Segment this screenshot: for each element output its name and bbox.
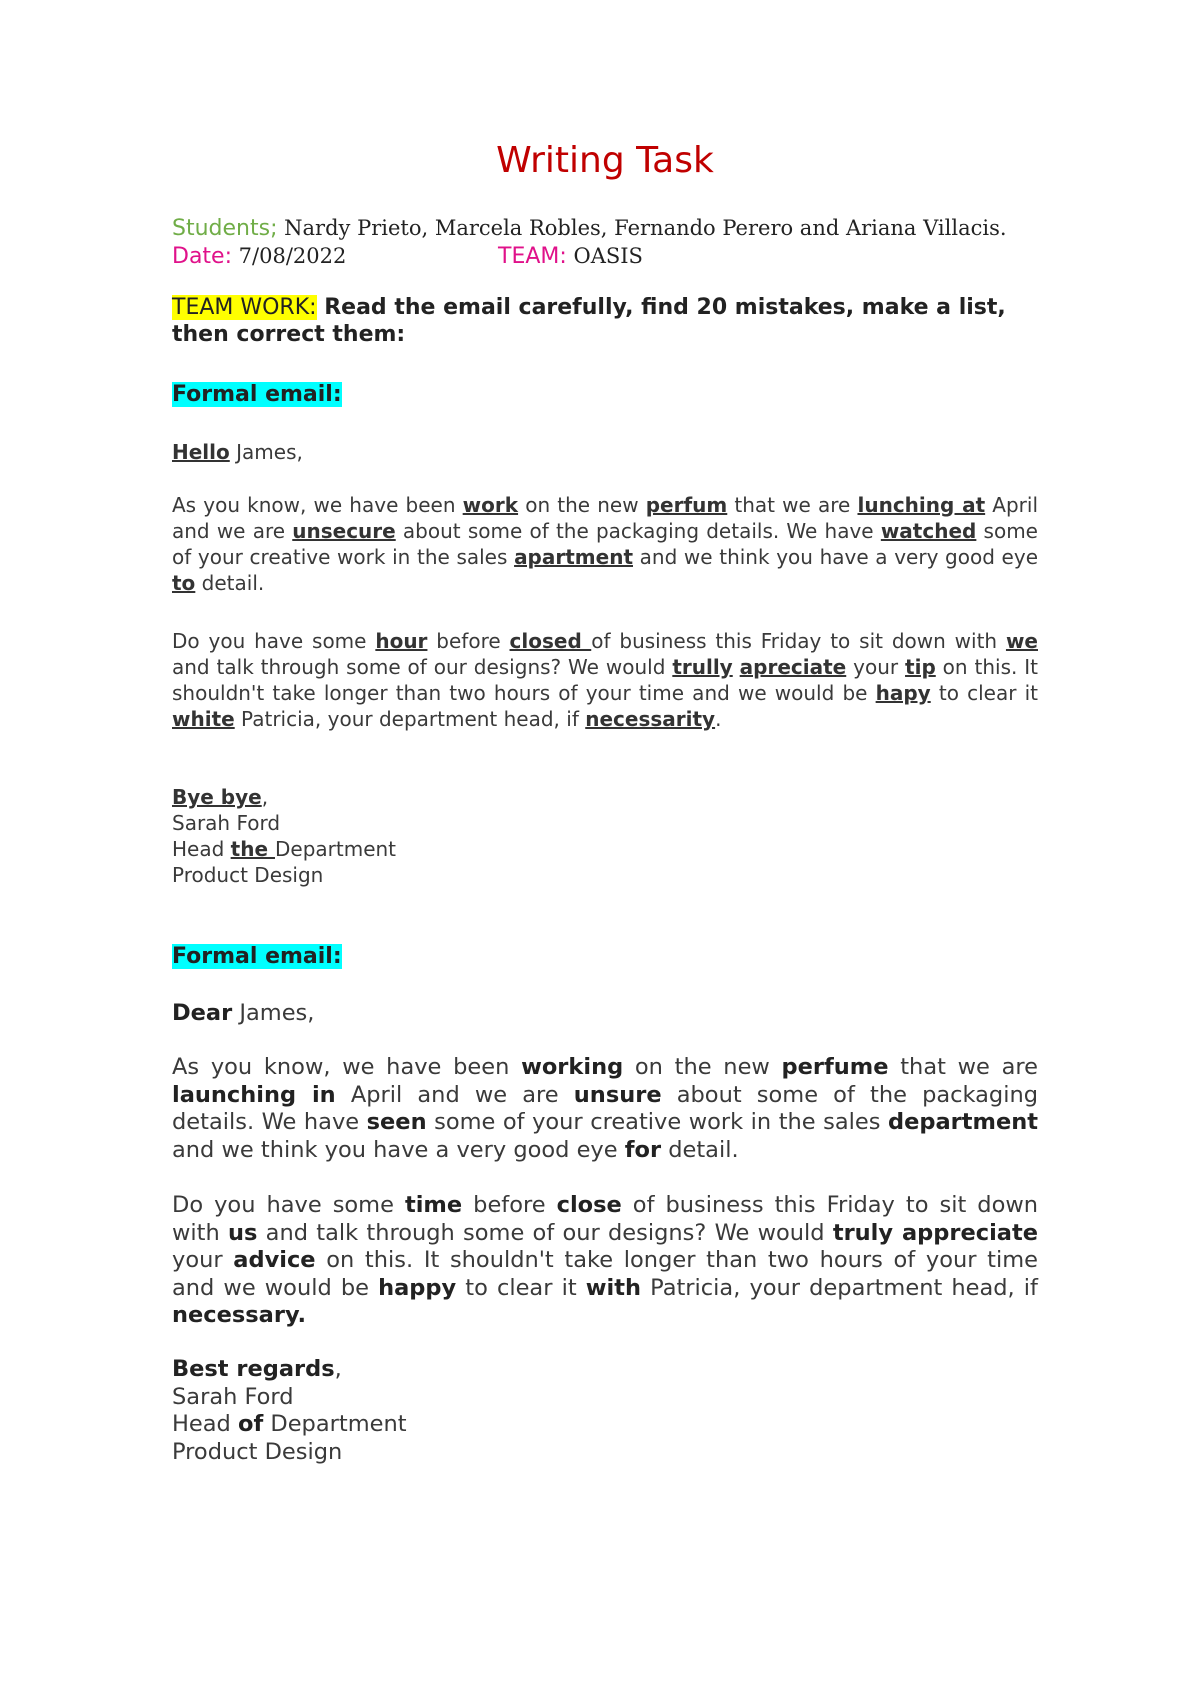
text-run: and talk through some of our designs? We would <box>172 655 673 679</box>
corrected-word: time <box>404 1192 463 1218</box>
corrected-sig-title-fix: of <box>237 1411 264 1437</box>
corrected-word: happy <box>378 1274 457 1301</box>
original-closing-word: Bye bye <box>172 785 262 809</box>
corrected-word: advice <box>233 1247 316 1273</box>
original-sig-title-err: the <box>230 837 275 861</box>
error-word: to <box>172 571 196 595</box>
corrected-sig-title <box>172 1411 1038 1439</box>
original-closing <box>172 784 1038 810</box>
text-run: your <box>846 655 906 679</box>
corrected-word: with <box>585 1274 642 1301</box>
error-word: tip <box>905 655 936 679</box>
corrected-paragraph-2 <box>172 1192 1038 1330</box>
corrected-greeting-word: Dear <box>172 1000 233 1026</box>
error-word: lunching at <box>857 493 986 517</box>
corrected-sig-name: Sarah Ford <box>172 1383 294 1410</box>
original-paragraph-2 <box>172 628 1038 732</box>
corrected-word: seen <box>366 1109 427 1135</box>
corrected-word: close <box>556 1192 622 1218</box>
corrected-word: truly appreciate <box>832 1219 1038 1246</box>
team-line <box>498 244 643 269</box>
original-email-heading <box>172 382 342 407</box>
corrected-sig-dept: Product Design <box>172 1438 343 1465</box>
corrected-word: working <box>521 1054 624 1080</box>
error-word: work <box>462 493 519 517</box>
text-run: detail. <box>661 1136 739 1163</box>
text-run: and we think you have a very good eye <box>633 545 1039 569</box>
corrected-word: us <box>228 1219 258 1246</box>
error-word: hapy <box>875 681 931 705</box>
corrected-sig-title-pre: Head <box>172 1411 238 1437</box>
students-label: Students; <box>172 216 278 241</box>
text-run: that we are <box>727 493 858 517</box>
original-sig-dept: Product Design <box>172 863 324 887</box>
original-greeting-rest: James, <box>229 440 303 464</box>
text-run: April and we are <box>335 1081 574 1108</box>
text-run: April and we are <box>172 493 1039 543</box>
instruction-text: Read the email carefully, find 20 mistakes, make a list, then correct them: <box>172 295 1006 347</box>
corrected-email-heading-text: Formal email: <box>172 944 342 969</box>
corrected-word: department <box>888 1109 1038 1135</box>
text-run: to clear it <box>456 1274 586 1301</box>
corrected-email-heading <box>172 944 342 969</box>
text-run: Patricia, your department head, if <box>234 707 586 731</box>
instruction-label: TEAM WORK: <box>172 295 317 320</box>
corrected-greeting-rest: James, <box>232 1000 315 1026</box>
error-word: necessarity <box>585 707 716 731</box>
text-run: Do you have some <box>172 629 376 653</box>
students-names: Nardy Prieto, Marcela Robles, Fernando Perero and Ariana Villacis. <box>277 216 1007 240</box>
date-value: 7/08/2022 <box>232 244 347 268</box>
corrected-paragraph-1 <box>172 1054 1038 1164</box>
instruction <box>172 294 1038 348</box>
text-run: some of your creative work in the sales <box>426 1109 888 1135</box>
original-email-heading-text: Formal email: <box>172 382 342 407</box>
corrected-closing-rest: , <box>334 1356 342 1382</box>
error-word: apartment <box>514 545 633 569</box>
text-run: of business this Friday to sit down with <box>591 629 1006 653</box>
text-run: before <box>427 629 510 653</box>
original-closing-rest: , <box>261 785 269 809</box>
original-signature <box>172 784 1038 888</box>
text-run: before <box>462 1192 557 1218</box>
error-word: white <box>172 707 235 731</box>
error-word: unsecure <box>292 519 396 543</box>
date-label: Date: <box>172 244 232 269</box>
error-word: hour <box>375 629 428 653</box>
text-run: some of your creative work in the sales <box>172 519 1038 569</box>
text-run: As you know, we have been <box>172 1054 522 1080</box>
error-word: trully <box>672 655 733 679</box>
error-word: apreciate <box>739 655 847 679</box>
original-greeting <box>172 440 303 464</box>
text-run: on this. It shouldn't take longer than two hours of your time and we would be <box>172 655 1039 705</box>
error-word: we <box>1005 629 1038 653</box>
corrected-greeting <box>172 1000 314 1026</box>
text-run: about some of the packaging details. We have <box>172 1081 1039 1135</box>
text-run <box>733 655 740 679</box>
corrected-word: perfume <box>781 1054 889 1080</box>
original-paragraph-1 <box>172 492 1038 596</box>
original-greeting-word: Hello <box>172 440 230 464</box>
original-sig-title-pre: Head <box>172 837 231 861</box>
text-run: on the new <box>623 1054 782 1080</box>
page-title: Writing Task <box>496 140 714 181</box>
text-run: . <box>715 707 722 731</box>
original-sig-name: Sarah Ford <box>172 811 281 835</box>
error-word: watched <box>880 519 977 543</box>
text-run: about some of the packaging details. We have <box>395 519 881 543</box>
text-run: Patricia, your department head, if <box>641 1274 1038 1301</box>
team-label: TEAM: <box>498 244 567 269</box>
original-sig-title-post: Department <box>274 837 397 861</box>
text-run: on the new <box>518 493 646 517</box>
students-line <box>172 216 1007 241</box>
text-run: on this. It shouldn't take longer than two hours of your time and we would be <box>172 1247 1039 1301</box>
text-run: your <box>172 1247 234 1273</box>
error-word: perfum <box>645 493 728 517</box>
text-run: to clear it <box>930 681 1038 705</box>
text-run: of business this Friday to sit down with <box>172 1192 1038 1246</box>
corrected-word: unsure <box>573 1081 662 1108</box>
corrected-word: necessary. <box>172 1302 307 1328</box>
text-run: detail. <box>195 571 265 595</box>
text-run: and talk through some of our designs? We would <box>257 1219 833 1246</box>
text-run: Do you have some <box>172 1192 405 1218</box>
date-line <box>172 244 346 269</box>
error-word: closed <box>509 629 592 653</box>
team-value: OASIS <box>566 244 643 268</box>
text-run: that we are <box>888 1054 1038 1080</box>
corrected-closing <box>172 1356 1038 1384</box>
corrected-closing-word: Best regards <box>172 1356 335 1382</box>
corrected-sig-title-post: Department <box>263 1411 407 1437</box>
text-run: As you know, we have been <box>172 493 463 517</box>
corrected-signature <box>172 1356 1038 1466</box>
original-sig-title <box>172 836 1038 862</box>
text-run: and we think you have a very good eye <box>172 1136 625 1163</box>
corrected-word: for <box>624 1136 662 1163</box>
corrected-word: launching in <box>172 1081 336 1108</box>
